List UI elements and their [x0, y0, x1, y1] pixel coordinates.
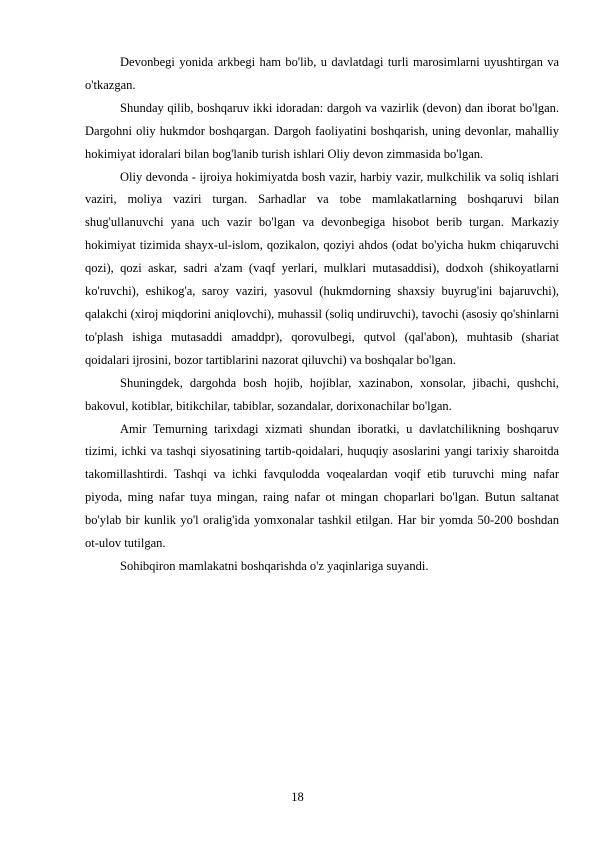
page-body	[85, 51, 559, 578]
paragraph: Amir Temurning tarixdagi xizmati shundan iboratki, u davlatchilikning boshqaruv tizimi, ichki va tashqi siyosatining tartib-qoidalari, huquqiy asoslarini yangi tarixiy sharoitda takomillashtirdi. Tashqi va ichki favqulodda voqealardan voqif etib turuvchi ming nafar piyoda, ming nafar tuya mingan, raing nafar ot mingan choparlari bo'lgan. Butun saltanat bo'ylab bir kunlik yo'l oralig'ida yomxonalar tashkil etilgan. Har bir yomda 50-200 boshdan ot-ulov tutilgan.	[85, 421, 559, 551]
paragraph: Devonbegi yonida arkbegi ham bo'lib, u davlatdagi turli marosimlarni uyushtirgan va o'tkazgan.	[85, 55, 559, 92]
paragraph: Shunday qilib, boshqaruv ikki idoradan: dargoh va vazirlik (devon) dan iborat bo'lgan. Dargohni oliy hukmdor boshqargan. Dargoh faoliyatini boshqarish, uning devonlar, mahalliy hokimiyat idoralari bilan bog'lanib turish ishlari Oliy devon zimmasida bo'lgan.	[85, 100, 559, 161]
page-number: 18	[291, 790, 304, 804]
paragraph: Shuningdek, dargohda bosh hojib, hojiblar, xazinabon, xonsolar, jibachi, qushchi, bakovul, kotiblar, bitikchilar, tabiblar, sozandalar, dorixonachilar bo'lgan.	[85, 375, 559, 413]
paragraph: Sohibqiron mamlakatni boshqarishda o'z yaqinlariga suyandi.	[120, 558, 429, 573]
paragraph: Oliy devonda - ijroiya hokimiyatda bosh vazir, harbiy vazir, mulkchilik va soliq ishlari vaziri, moliya vaziri turgan. Sarhadlar va tobe mamlakatlarning boshqaruvi bilan shug'ullanuvchi yana uch vazir bo'lgan va devonbegiga hisobot berib turgan. Markaziy hokimiyat tizimida shayx-ul-islom, qozikalon, qoziyi ahdos (odat bo'yicha hukm chiqaruvchi qozi), qozi askar, sadri a'zam (vaqf yerlari, mulklari mutasaddisi), dodxoh (shikoyatlarni ko'ruvchi), eshikog'a, saroy vaziri, yasovul (hukmdorning shaxsiy buyrug'ini bajaruvchi), qalakchi (xiroj miqdorini aniqlovchi), muhassil (soliq undiruvchi), tavochi (asosiy qo'shinlarni to'plash ishiga mutasaddi amaddpr), qorovulbegi, qutvol (qal'abon), muhtasib (shariat qoidalari ijrosini, bozor tartiblarini nazorat qiluvchi) va boshqalar bo'lgan.	[85, 169, 559, 367]
